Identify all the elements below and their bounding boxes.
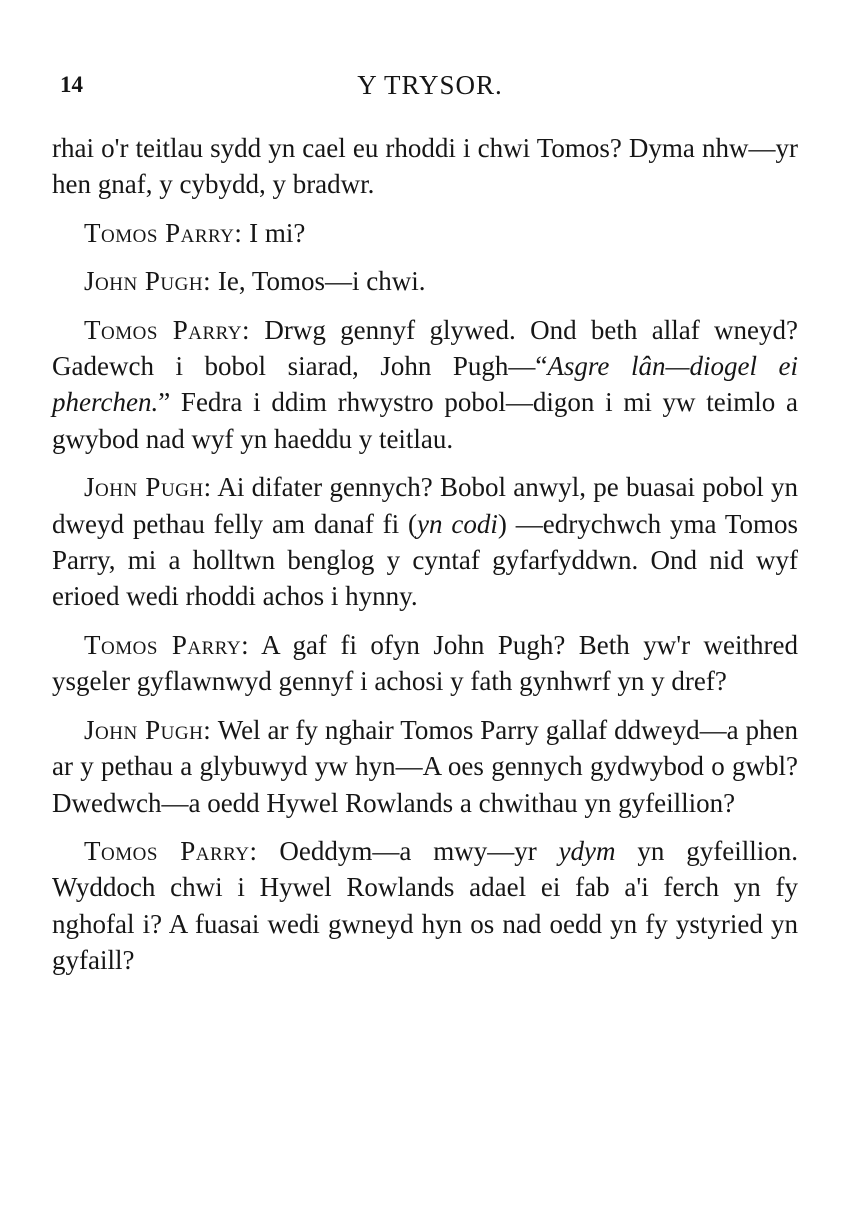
dialogue-text: Ai difater gennych? Bobol anwyl, pe buasai pobol yn dweyd pethau felly am danaf fi ( [52, 472, 798, 539]
dialogue-paragraph [52, 627, 798, 700]
paragraph [52, 130, 798, 203]
page-header [60, 70, 800, 110]
dialogue-text: Oeddym—a mwy—yr [257, 835, 559, 866]
dialogue-text: Wel ar fy nghair Tomos Parry gallaf ddweyd—a phen ar y pethau a glybuwyd yw hyn—A oes gennych gydwybod o gwbl? Dwedwch—a oedd Hywel Rowlands a chwithau yn gyfeillion? [52, 714, 798, 818]
dialogue-text: yn gyfeillion. Wyddoch chwi i Hywel Rowlands adael ei fab a'i ferch yn fy nghofal i? A fuasai wedi gwneyd hyn os nad oedd yn fy ystyried yn gyfaill? [52, 835, 798, 976]
dialogue-paragraph [52, 215, 798, 251]
dialogue-text: ” Fedra i ddim rhwystro pobol—digon i mi yw teimlo a gwybod nad wyf yn haeddu y teitlau. [52, 387, 798, 454]
page-number: 14 [60, 72, 83, 97]
running-title: Y TRYSOR. [357, 70, 503, 100]
speaker-name: Tomos Parry: [84, 835, 258, 866]
dialogue-paragraph [52, 712, 798, 821]
speaker-name: John Pugh: [84, 266, 212, 297]
dialogue-text: A gaf fi ofyn John Pugh? Beth yw'r weithred ysgeler gyflawnwyd gennyf i achosi y fath gynhwrf yn y dref? [52, 629, 798, 697]
speaker-name: John Pugh: [84, 472, 212, 503]
stage-direction: yn codi [417, 508, 498, 539]
emphasis-italic: ydym [558, 835, 616, 866]
dialogue-paragraph [52, 469, 798, 615]
speaker-name: John Pugh: [84, 714, 212, 745]
paragraph-text: rhai o'r teitlau sydd yn cael eu rhoddi i chwi Tomos? Dyma nhw—yr hen gnaf, y cybydd, y bradwr. [52, 133, 798, 200]
body-text [52, 130, 798, 991]
dialogue-text: Drwg gennyf glywed. Ond beth allaf wneyd? Gadewch i bobol siarad, John Pugh—“ [52, 314, 799, 382]
dialogue-paragraph [52, 312, 798, 458]
speaker-name: Tomos Parry: [84, 629, 250, 660]
dialogue-text: Ie, Tomos—i chwi. [211, 266, 426, 297]
dialogue-text: ) —edrychwch yma Tomos Parry, mi a holltwn benglog y cyntaf gyfarfyddwn. Ond nid wyf erioed wedi rhoddi achos i hynny. [52, 508, 799, 612]
dialogue-paragraph [52, 263, 798, 299]
dialogue-paragraph [52, 833, 798, 979]
speaker-name: Tomos Parry: [84, 314, 250, 345]
quotation-italic: Asgre lân—diogel ei pherchen. [52, 351, 798, 418]
dialogue-text: I mi? [242, 217, 306, 248]
speaker-name: Tomos Parry: [84, 217, 243, 248]
